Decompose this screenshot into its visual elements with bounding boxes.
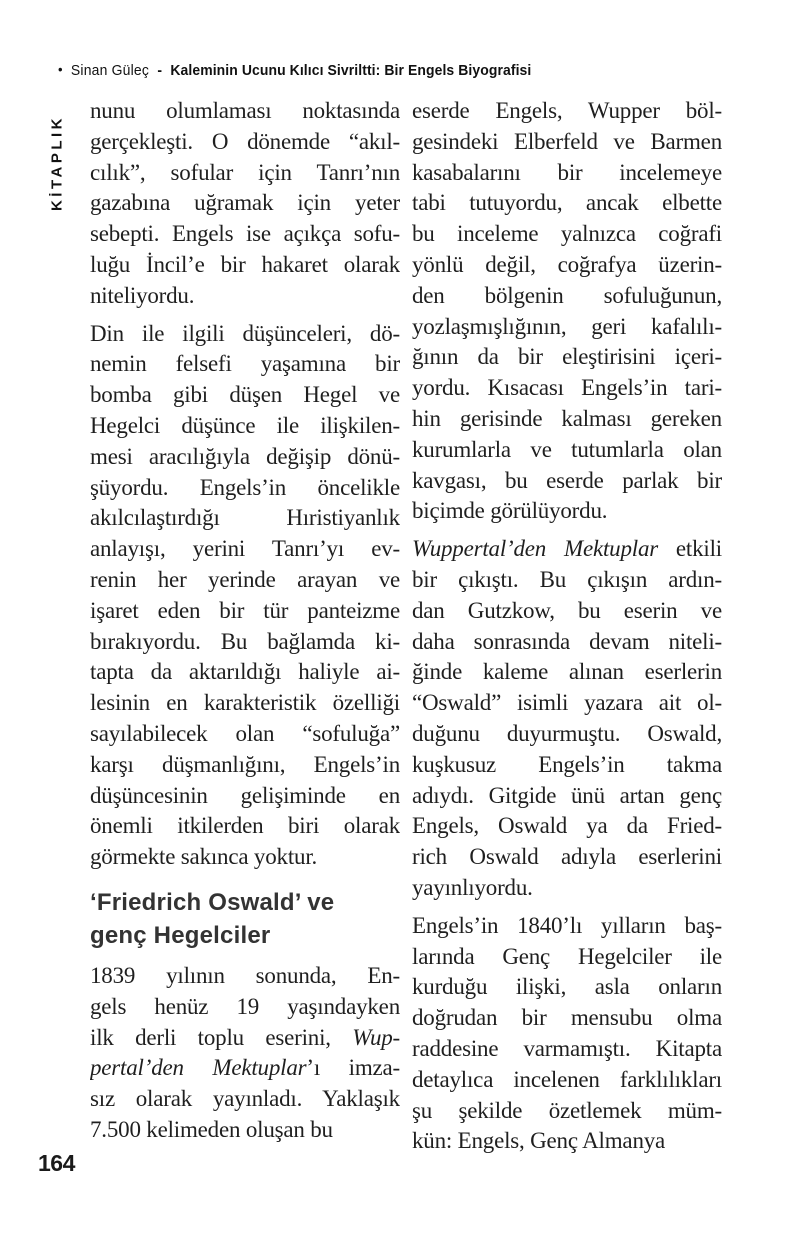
text-line: adıydı. Gitgide ünü artan genç bbox=[412, 782, 722, 808]
text-line: yordu. Kısacası Engels’in tari- bbox=[412, 375, 722, 401]
sidebar-section-label: KİTAPLIK bbox=[48, 114, 66, 212]
paragraph bbox=[90, 96, 400, 312]
text-segment: ’ı imza- bbox=[306, 1055, 400, 1081]
text-line bbox=[90, 1023, 400, 1054]
left-column bbox=[90, 96, 400, 1164]
heading-line: genç Hegelciler bbox=[90, 921, 271, 949]
text-line: Hegelci düşünce ile ilişkilen- bbox=[90, 412, 400, 438]
text-line: bomba gibi düşen Hegel ve bbox=[90, 382, 400, 408]
text-line: kavgası, bu eserde parlak bir bbox=[412, 467, 722, 493]
paragraph bbox=[412, 911, 722, 1157]
text-line: tapta da aktarıldığı haliyle ai- bbox=[90, 659, 400, 685]
text-segment: ilk derli toplu eserini, bbox=[90, 1024, 353, 1050]
text-line: sayılabilecek olan “sofuluğa” bbox=[90, 720, 400, 746]
text-line: tabi tutuyordu, ancak elbette bbox=[412, 190, 722, 216]
text-line: Engels, Oswald ya da Fried- bbox=[412, 813, 722, 839]
text-line: Din ile ilgili düşünceleri, dö- bbox=[90, 320, 400, 346]
text-line: bir çıkıştı. Bu çıkışın ardın- bbox=[412, 566, 722, 592]
right-column bbox=[412, 96, 722, 1164]
italic-book-title: pertal’den Mektuplar bbox=[90, 1055, 307, 1081]
text-line: yozlaşmışlığının, geri kafalılı- bbox=[412, 313, 722, 339]
text-line: anlayışı, yerini Tanrı’yı ev- bbox=[90, 536, 400, 562]
text-line: nemin felsefi yaşamına bir bbox=[90, 351, 400, 377]
paragraph bbox=[90, 961, 400, 1146]
text-line: 1839 yılının sonunda, En- bbox=[90, 962, 400, 988]
header-book-title: Kaleminin Ucunu Kılıcı Sivriltti: Bir Engels Biyografisi bbox=[170, 62, 532, 79]
italic-book-title: Wup- bbox=[352, 1024, 400, 1050]
text-line: önemli itkilerden biri olarak bbox=[90, 813, 400, 839]
text-line: rich Oswald adıyla eserlerini bbox=[412, 844, 722, 870]
text-line: kuşkusuz Engels’in takma bbox=[412, 751, 722, 777]
text-line: niteliyordu. bbox=[90, 282, 195, 308]
text-line: düşüncesinin gelişiminde en bbox=[90, 782, 400, 808]
text-line: cılık”, sofular için Tanrı’nın bbox=[90, 159, 400, 185]
text-line: şu şekilde özetlemek müm- bbox=[412, 1097, 722, 1123]
text-line: kurumlarla ve tutumlarla olan bbox=[412, 436, 722, 462]
text-line bbox=[90, 1053, 400, 1084]
text-line: mesi aracılığıyla değişip dönü- bbox=[90, 443, 400, 469]
section-heading bbox=[90, 886, 400, 952]
text-line: bırakıyordu. Bu bağlamda ki- bbox=[90, 628, 400, 654]
italic-book-title: Wuppertal’den Mektuplar bbox=[412, 536, 659, 562]
text-line: gerçekleşti. O dönemde “akıl- bbox=[90, 128, 400, 154]
text-line: “Oswald” isimli yazara ait ol- bbox=[412, 690, 722, 716]
text-line: ğinde kaleme alınan eserlerin bbox=[412, 659, 722, 685]
text-line: karşı düşmanlığını, Engels’in bbox=[90, 751, 400, 777]
text-line: bu inceleme yalnızca coğrafi bbox=[412, 221, 722, 247]
text-line: gazabına uğramak için yeter bbox=[90, 190, 400, 216]
text-line: duğunu duyurmuştu. Oswald, bbox=[412, 720, 722, 746]
text-line: gels henüz 19 yaşındayken bbox=[90, 993, 400, 1019]
text-line: yönlü değil, coğrafya üzerin- bbox=[412, 251, 722, 277]
text-line bbox=[412, 534, 722, 565]
text-line: biçimde görülüyordu. bbox=[412, 498, 608, 524]
text-line: kurduğu ilişki, asla onların bbox=[412, 974, 722, 1000]
header-author: Sinan Güleç bbox=[70, 62, 149, 79]
paragraph bbox=[90, 319, 400, 873]
text-line: daha sonrasında devam niteli- bbox=[412, 628, 722, 654]
text-line: işaret eden bir tür panteizme bbox=[90, 597, 400, 623]
text-line: raddesine varmamıştı. Kitapta bbox=[412, 1035, 722, 1061]
paragraph bbox=[412, 96, 722, 527]
bullet-icon: • bbox=[58, 61, 63, 77]
text-segment: etkili bbox=[658, 536, 722, 562]
paragraph bbox=[412, 534, 722, 904]
text-line: lesinin en karakteristik özelliği bbox=[90, 690, 400, 716]
text-line: eserde Engels, Wupper böl- bbox=[412, 98, 722, 123]
text-line: şüyordu. Engels’in öncelikle bbox=[90, 474, 400, 500]
text-line: gesindeki Elberfeld ve Barmen bbox=[412, 128, 722, 154]
text-line: renin her yerinde arayan ve bbox=[90, 566, 400, 592]
page-number: 164 bbox=[38, 1150, 75, 1176]
text-line: luğu İncil’e bir hakaret olarak bbox=[90, 251, 400, 277]
text-line: sız olarak yayınladı. Yaklaşık bbox=[90, 1086, 400, 1112]
text-line: larında Genç Hegelciler ile bbox=[412, 943, 722, 969]
text-columns bbox=[90, 96, 722, 1164]
heading-line: ‘Friedrich Oswald’ ve bbox=[90, 888, 335, 916]
text-line: kün: Engels, Genç Almanya bbox=[412, 1128, 666, 1154]
text-line: akılcılaştırdığı Hıristiyanlık bbox=[90, 505, 400, 531]
text-line: ğının da bir eleştirisini içeri- bbox=[412, 344, 722, 370]
text-line: sebepti. Engels ise açıkça sofu- bbox=[90, 221, 400, 247]
header-separator: - bbox=[157, 62, 163, 79]
text-line: nunu olumlaması noktasında bbox=[90, 98, 400, 123]
running-header bbox=[58, 62, 531, 79]
text-line: detaylıca incelenen farklılıkları bbox=[412, 1066, 722, 1092]
text-line: doğrudan bir mensubu olma bbox=[412, 1005, 722, 1031]
text-line: kasabalarını bir incelemeye bbox=[412, 159, 722, 185]
text-line: 7.500 kelimeden oluşan bu bbox=[90, 1116, 333, 1142]
text-line: görmekte sakınca yoktur. bbox=[90, 844, 318, 870]
text-line: hin gerisinde kalması gereken bbox=[412, 405, 722, 431]
text-line: dan Gutzkow, bu eserin ve bbox=[412, 597, 722, 623]
text-line: den bölgenin sofuluğunun, bbox=[412, 282, 722, 308]
text-line: Engels’in 1840’lı yılların baş- bbox=[412, 912, 722, 938]
text-line: yayınlıyordu. bbox=[412, 874, 533, 900]
